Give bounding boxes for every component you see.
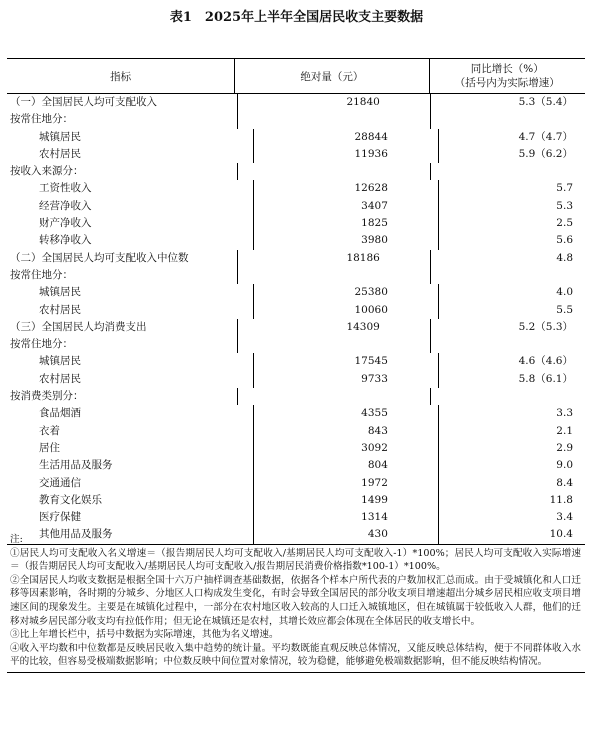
row-absolute: 4355 — [253, 405, 438, 422]
row-absolute: 3407 — [253, 198, 438, 215]
row-absolute: 10060 — [253, 302, 438, 319]
table-row — [7, 232, 585, 249]
row-label: 按常住地分： — [10, 113, 73, 126]
table-row — [7, 129, 585, 146]
table-row — [7, 319, 585, 336]
row-absolute — [237, 267, 430, 284]
table-row — [7, 146, 585, 163]
table-row — [7, 509, 585, 526]
row-growth: 5.3（5.4） — [430, 94, 585, 111]
row-growth: 5.2（5.3） — [430, 319, 585, 336]
row-growth: 4.7（4.7） — [438, 129, 585, 146]
table-row — [7, 250, 585, 267]
table-row — [7, 284, 585, 301]
data-table — [7, 58, 585, 545]
note-3: ③比上年增长栏中，括号中数据为实际增速，其他为名义增速。 — [10, 629, 279, 641]
table-row — [7, 163, 585, 180]
row-absolute: 12628 — [253, 180, 438, 197]
row-absolute: 804 — [253, 457, 438, 474]
header-growth-line1: 同比增长（%） — [470, 63, 544, 75]
row-absolute — [237, 163, 430, 180]
table-row — [7, 388, 585, 405]
table-row — [7, 180, 585, 197]
row-growth: 4.8 — [430, 250, 585, 267]
row-absolute — [237, 336, 430, 353]
row-growth: 3.3 — [438, 405, 585, 422]
table-row — [7, 423, 585, 440]
table-row — [7, 353, 585, 370]
row-label: 衣着 — [39, 424, 60, 437]
header-growth-line2: （括号内为实际增速） — [454, 77, 560, 89]
row-growth — [430, 267, 585, 284]
row-label: 财产净收入 — [39, 217, 92, 230]
row-label: 食品烟酒 — [39, 407, 81, 420]
note-4: ④收入平均数和中位数都是反映居民收入集中趋势的统计量。平均数既能直观反映总体情况，又能反映总体结构，便于不同群体收入水平的比较，但容易受极端数据影响；中位数反映中间位置对象情况，较为稳健，能够避免极端数据影响，但不能反映结构情况。 — [10, 642, 581, 668]
row-growth: 4.0 — [438, 284, 585, 301]
table-row — [7, 475, 585, 492]
row-label: 其他用品及服务 — [39, 528, 113, 541]
row-absolute: 18186 — [237, 250, 430, 267]
row-label: 城镇居民 — [39, 355, 81, 368]
row-growth — [430, 388, 585, 405]
row-absolute: 28844 — [253, 129, 438, 146]
row-growth — [430, 111, 585, 128]
table-title: 表1 2025年上半年全国居民收支主要数据 — [169, 10, 424, 25]
row-absolute: 25380 — [253, 284, 438, 301]
header-absolute: 绝对量（元） — [234, 59, 428, 93]
header-indicator: 指标 — [110, 70, 132, 83]
row-absolute: 1825 — [253, 215, 438, 232]
table-body — [7, 94, 585, 544]
row-absolute: 843 — [253, 423, 438, 440]
table-row — [7, 302, 585, 319]
row-growth: 8.4 — [438, 475, 585, 492]
row-growth: 2.9 — [438, 440, 585, 457]
row-label: 按常住地分： — [10, 338, 73, 351]
row-growth: 5.7 — [438, 180, 585, 197]
row-label: 生活用品及服务 — [39, 459, 113, 472]
notes-head: 注: — [10, 534, 23, 545]
row-label: 工资性收入 — [39, 182, 92, 195]
row-label: 农村居民 — [39, 372, 81, 385]
row-label: 按收入来源分： — [10, 165, 84, 178]
table-header — [7, 59, 585, 94]
table-row — [7, 267, 585, 284]
row-label: 教育文化娱乐 — [39, 493, 102, 506]
row-label: （三）全国居民人均消费支出 — [10, 320, 147, 333]
row-growth: 5.8（6.1） — [438, 371, 585, 388]
row-growth: 4.6（4.6） — [438, 353, 585, 370]
row-label: 农村居民 — [39, 303, 81, 316]
row-growth: 2.1 — [438, 423, 585, 440]
table-row — [7, 198, 585, 215]
table-row — [7, 440, 585, 457]
note-2: ②全国居民人均收支数据是根据全国十六万户抽样调查基础数据，依据各个样本户所代表的户数加权汇总而成。由于受城镇化和人口迁移等因素影响，各时期的分城乡、分地区人口构成发生变化，有时会导致全国居民的部分收支项目增速超出分城乡居民相应收支项目增速区间的现象发生。主要是在城镇化过程中，一部分在农村地区收入较高的人口迁入城镇地区，但在城镇属于较低收入人群，他们的迁移对城乡居民部分收支均有拉低作用；但无论在城镇还是农村，其增长效应都会体现在全体居民的收支增长中。 — [10, 574, 581, 627]
table-row — [7, 457, 585, 474]
row-absolute: 1314 — [253, 509, 438, 526]
note-1: ①居民人均可支配收入名义增速＝（报告期居民人均可支配收入/基期居民人均可支配收入-1）*100%；居民人均可支配收入实际增速＝（报告期居民人均可支配收入/基期居民人均可支配收入/报告期居民消费价格指数*100-1）*100%。 — [10, 547, 581, 573]
footnotes — [7, 533, 585, 673]
row-growth: 5.6 — [438, 232, 585, 249]
row-growth — [430, 163, 585, 180]
row-label: 居住 — [39, 441, 60, 454]
row-absolute: 11936 — [253, 146, 438, 163]
row-absolute: 3980 — [253, 232, 438, 249]
table-row — [7, 492, 585, 509]
row-growth: 3.4 — [438, 509, 585, 526]
row-growth: 5.9（6.2） — [438, 146, 585, 163]
row-growth: 2.5 — [438, 215, 585, 232]
row-label: 农村居民 — [39, 147, 81, 160]
row-absolute: 1499 — [253, 492, 438, 509]
row-growth: 9.0 — [438, 457, 585, 474]
row-growth: 10.4 — [438, 526, 585, 543]
row-growth: 11.8 — [438, 492, 585, 509]
table-row — [7, 94, 585, 111]
row-absolute: 430 — [253, 526, 438, 543]
row-absolute: 1972 — [253, 475, 438, 492]
row-absolute: 3092 — [253, 440, 438, 457]
table-row — [7, 111, 585, 128]
row-absolute: 17545 — [253, 353, 438, 370]
row-label: 经营净收入 — [39, 199, 92, 212]
row-label: （一）全国居民人均可支配收入 — [10, 96, 157, 108]
table-row — [7, 405, 585, 422]
row-absolute — [237, 111, 430, 128]
table-row — [7, 215, 585, 232]
header-growth — [429, 59, 585, 93]
row-growth: 5.5 — [438, 302, 585, 319]
row-label: 按常住地分： — [10, 268, 73, 281]
row-label: 按消费类别分： — [10, 390, 84, 403]
row-absolute — [237, 388, 430, 405]
row-label: 转移净收入 — [39, 234, 92, 247]
table-row — [7, 371, 585, 388]
row-absolute: 14309 — [237, 319, 430, 336]
row-absolute: 21840 — [237, 94, 430, 111]
table-row — [7, 336, 585, 353]
row-growth: 5.3 — [438, 198, 585, 215]
row-label: 医疗保健 — [39, 511, 81, 524]
row-growth — [430, 336, 585, 353]
row-label: 城镇居民 — [39, 130, 81, 143]
row-label: 交通通信 — [39, 476, 81, 489]
row-absolute: 9733 — [253, 371, 438, 388]
row-label: 城镇居民 — [39, 286, 81, 299]
row-label: （二）全国居民人均可支配收入中位数 — [10, 251, 189, 264]
